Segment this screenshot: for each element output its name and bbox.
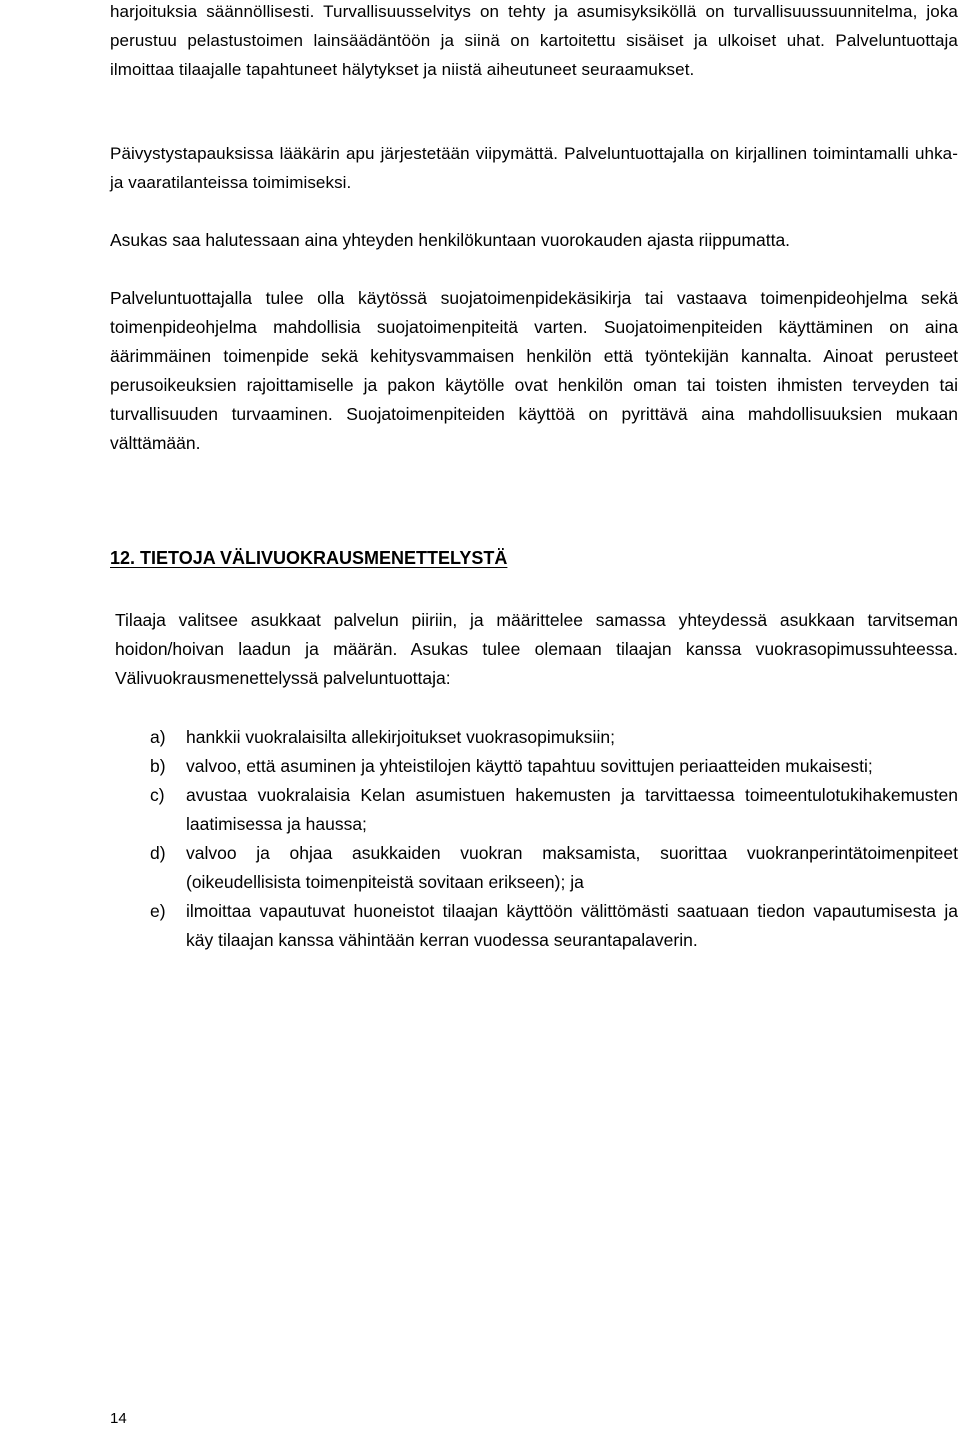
list-item-text: valvoo ja ohjaa asukkaiden vuokran maksamista, suorittaa vuokranperintätoimenpiteet (oikeudellisista toimenpiteistä sovitaan erikseen); ja — [186, 843, 958, 892]
section-heading: 12. TIETOJA VÄLIVUOKRAUSMENETTELYSTÄ — [110, 548, 508, 568]
page-number: 14 — [110, 1410, 127, 1427]
list-item-text: ilmoittaa vapautuvat huoneistot tilaajan käyttöön välittömästi saatuaan tiedon vapautumisesta ja käy tilaajan kanssa vähintään kerran vuodessa seurantapalaverin. — [186, 901, 958, 950]
list-item-text: avustaa vuokralaisia Kelan asumistuen hakemusten ja tarvittaessa toimeentulotukihakemusten laatimisessa ja haussa; — [186, 785, 958, 834]
section-intro: Tilaaja valitsee asukkaat palvelun piiriin, ja määrittelee samassa yhteydessä asukkaan tarvitseman hoidon/hoivan laadun ja määrän. Asukas tulee olemaan tilaajan kanssa vuokrasopimussuhteessa. Välivuokrausmenettelyssä palveluntuottaja: — [115, 610, 958, 688]
list-item-text: valvoo, että asuminen ja yhteistilojen käyttö tapahtuu sovittujen periaatteiden mukaisesti; — [186, 756, 873, 776]
list-marker: d) — [150, 843, 166, 863]
list-marker: e) — [150, 901, 166, 921]
paragraph-protective-measures: Palveluntuottajalla tulee olla käytössä suojatoimenpidekäsikirja tai vastaava toimenpideohjelma sekä toimenpideohjelma mahdollisia suojatoimenpiteitä varten. Suojatoimenpiteiden käyttäminen on aina äärimmäinen toimenpide sekä kehitysvammaisen henkilön että työntekijän kannalta. Ainoat perusteet perusoikeuksien rajoittamiselle ja pakon käytölle ovat henkilön oman tai toisten ihmisten terveyden tai turvallisuuden turvaaminen. Suojatoimenpiteiden käyttöä on pyrittävä aina mahdollisuuksien mukaan välttämään. — [110, 288, 958, 453]
list-item — [150, 839, 958, 897]
paragraph-staff-contact: Asukas saa halutessaan aina yhteyden henkilökuntaan vuorokauden ajasta riippumatta. — [110, 230, 791, 250]
list-marker: a) — [150, 727, 166, 747]
list-item-text: hankkii vuokralaisilta allekirjoitukset vuokrasopimuksiin; — [186, 727, 615, 747]
list-marker: b) — [150, 756, 166, 776]
list-marker: c) — [150, 785, 165, 805]
duties-list — [150, 723, 958, 955]
list-item — [150, 781, 958, 839]
list-item — [150, 897, 958, 955]
paragraph-safety-plan: harjoituksia säännöllisesti. Turvallisuusselvitys on tehty ja asumisyksiköllä on turvallisuussuunnitelma, joka perustuu pelastustoimen lainsäädäntöön ja siinä on kartoitettu sisäiset ja ulkoiset uhat. Palveluntuottaja ilmoittaa tilaajalle tapahtuneet hälytykset ja niistä aiheutuneet seuraamukset. — [110, 2, 958, 79]
list-item — [150, 723, 958, 752]
paragraph-emergency-care: Päivystystapauksissa lääkärin apu järjestetään viipymättä. Palveluntuottajalla on kirjallinen toimintamalli uhka- ja vaaratilanteissa toimimiseksi. — [110, 144, 958, 192]
list-item — [150, 752, 958, 781]
